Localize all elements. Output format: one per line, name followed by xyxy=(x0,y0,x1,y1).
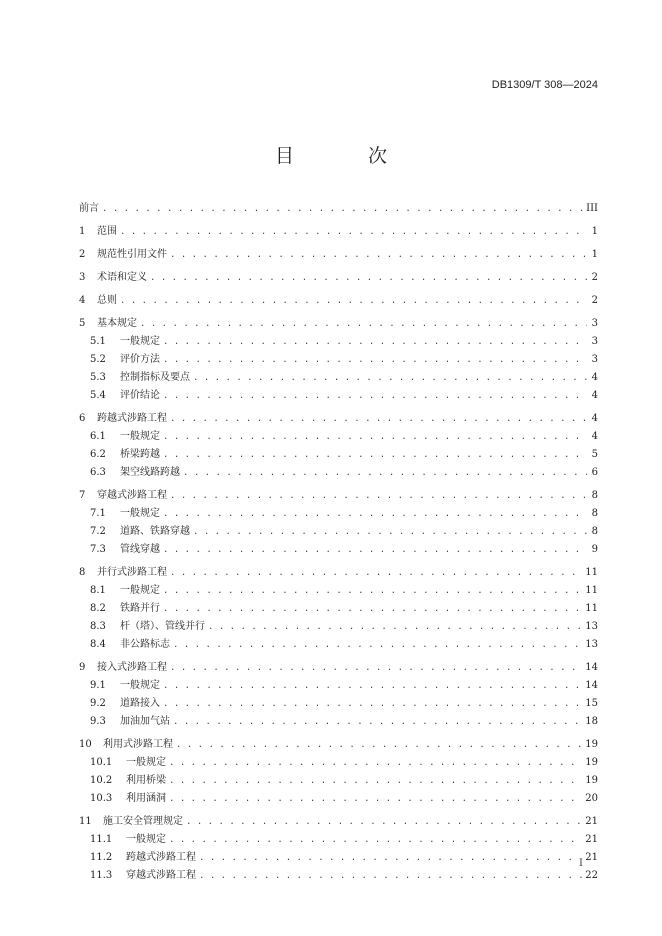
toc-entry-page: 15 xyxy=(585,698,598,709)
toc-entry[interactable] xyxy=(79,813,598,831)
toc-entry-page: 8 xyxy=(591,490,598,501)
toc-entry-page: 19 xyxy=(585,739,598,750)
toc-entry-number: 8 xyxy=(79,567,86,578)
toc-entry-number: 6.3 xyxy=(90,467,106,478)
toc-entry[interactable] xyxy=(79,292,598,310)
toc-subentry[interactable] xyxy=(79,464,598,482)
toc-entry-title: 一般规定 xyxy=(126,757,166,768)
toc-entry[interactable] xyxy=(79,269,598,287)
toc-dot-leader xyxy=(170,565,582,582)
toc-entry-page: 22 xyxy=(585,870,598,881)
toc-entry-title: 基本规定 xyxy=(97,318,137,329)
toc-entry[interactable] xyxy=(79,659,598,677)
toc-subentry[interactable] xyxy=(79,695,598,713)
toc-subentry[interactable] xyxy=(79,333,598,351)
toc-entry-number: 8.3 xyxy=(90,621,106,632)
toc-subentry[interactable] xyxy=(79,351,598,369)
toc-entry-number: 5.4 xyxy=(90,390,106,401)
toc-entry-number: 6.1 xyxy=(90,431,106,442)
toc-dot-leader xyxy=(163,678,582,695)
toc-entry-title: 穿越式涉路工程 xyxy=(97,490,167,501)
toc-entry-number: 10.1 xyxy=(90,757,113,768)
toc-entry-page: 4 xyxy=(591,431,598,442)
toc-entry-title: 杆（塔）、管线并行 xyxy=(120,621,205,632)
toc-entry-page: 18 xyxy=(585,716,598,727)
toc-entry-number: 10 xyxy=(79,739,92,750)
toc-entry-title: 一般规定 xyxy=(126,834,166,845)
toc-entry-page: 14 xyxy=(585,662,598,673)
toc-entry-page: 2 xyxy=(591,295,598,306)
toc-entry-number: 5.2 xyxy=(90,354,106,365)
toc-entry-page: 4 xyxy=(591,372,598,383)
toc-entry-number: 7.2 xyxy=(90,526,106,537)
toc-subentry[interactable] xyxy=(79,849,598,867)
toc-entry-title: 穿越式涉路工程 xyxy=(126,870,196,881)
toc-entry-page: III xyxy=(586,203,598,214)
toc-dot-leader xyxy=(120,293,587,310)
toc-entry-title: 道路接入 xyxy=(120,698,160,709)
toc-entry-number: 9.3 xyxy=(90,716,106,727)
toc-dot-leader xyxy=(199,868,582,885)
toc-subentry[interactable] xyxy=(79,636,598,654)
toc-dot-leader xyxy=(163,506,587,523)
toc-title: 目 次 xyxy=(274,145,422,167)
toc-subentry[interactable] xyxy=(79,541,598,559)
toc-entry-page: 11 xyxy=(585,567,598,578)
toc-dot-leader xyxy=(140,316,587,333)
toc-subentry[interactable] xyxy=(79,713,598,731)
toc-subentry[interactable] xyxy=(79,831,598,849)
toc-entry-title: 一般规定 xyxy=(120,431,160,442)
toc-entry-page: 3 xyxy=(591,318,598,329)
toc-entry-title: 一般规定 xyxy=(120,680,160,691)
toc-entry[interactable] xyxy=(79,246,598,264)
toc-entry-title: 前言 xyxy=(79,203,99,214)
toc-subentry[interactable] xyxy=(79,600,598,618)
toc-dot-leader xyxy=(163,429,587,446)
toc-entry[interactable] xyxy=(79,200,598,218)
toc-entry-page: 2 xyxy=(591,272,598,283)
toc-subentry[interactable] xyxy=(79,582,598,600)
toc-entry-title: 利用式涉路工程 xyxy=(103,739,173,750)
toc-entry-page: 19 xyxy=(585,757,598,768)
toc-entry-page: 8 xyxy=(591,526,598,537)
toc-entry-page: 21 xyxy=(585,834,598,845)
toc-entry[interactable] xyxy=(79,564,598,582)
toc-entry-title: 施工安全管理规定 xyxy=(103,816,183,827)
toc-entry-page: 4 xyxy=(591,413,598,424)
toc-dot-leader xyxy=(163,334,587,351)
toc-dot-leader xyxy=(199,850,582,867)
toc-entry-title: 一般规定 xyxy=(120,585,160,596)
toc-dot-leader xyxy=(193,370,587,387)
document-code: DB1309/T 308—2024 xyxy=(491,79,598,91)
toc-entry-page: 8 xyxy=(591,508,598,519)
page-number: I xyxy=(579,858,583,869)
toc-dot-leader xyxy=(169,791,582,808)
toc-entry[interactable] xyxy=(79,736,598,754)
toc-entry-title: 一般规定 xyxy=(120,336,160,347)
toc-dot-leader xyxy=(163,388,587,405)
toc-entry-page: 11 xyxy=(585,603,598,614)
toc-entry-title: 桥梁跨越 xyxy=(120,449,160,460)
toc-entry-page: 20 xyxy=(585,793,598,804)
toc-subentry[interactable] xyxy=(79,446,598,464)
toc-entry-title: 接入式涉路工程 xyxy=(97,662,167,673)
toc-entry-title: 非公路标志 xyxy=(120,639,170,650)
table-of-contents xyxy=(79,200,598,885)
toc-dot-leader xyxy=(102,201,583,218)
toc-entry-number: 5 xyxy=(79,318,86,329)
toc-entry-title: 跨越式涉路工程 xyxy=(126,852,196,863)
toc-dot-leader xyxy=(170,411,587,428)
toc-subentry[interactable] xyxy=(79,428,598,446)
toc-entry-title: 一般规定 xyxy=(120,508,160,519)
toc-dot-leader xyxy=(170,247,587,264)
toc-dot-leader xyxy=(150,270,587,287)
toc-entry-page: 13 xyxy=(585,639,598,650)
toc-dot-leader xyxy=(186,814,582,831)
toc-entry-number: 11.3 xyxy=(90,870,113,881)
toc-dot-leader xyxy=(169,755,582,772)
toc-subentry[interactable] xyxy=(79,790,598,808)
toc-entry-number: 8.1 xyxy=(90,585,106,596)
toc-entry-title: 规范性引用文件 xyxy=(97,249,167,260)
toc-entry-number: 9 xyxy=(79,662,86,673)
toc-dot-leader xyxy=(169,773,582,790)
toc-entry-title: 加油加气站 xyxy=(120,716,170,727)
toc-entry-number: 10.3 xyxy=(90,793,113,804)
toc-entry-number: 11.1 xyxy=(90,834,113,845)
toc-entry-title: 管线穿越 xyxy=(120,544,160,555)
toc-entry-number: 9.2 xyxy=(90,698,106,709)
toc-entry-number: 8.4 xyxy=(90,639,106,650)
toc-entry-page: 14 xyxy=(585,680,598,691)
toc-dot-leader xyxy=(208,619,582,636)
toc-dot-leader xyxy=(163,583,582,600)
toc-entry-number: 1 xyxy=(79,226,86,237)
toc-dot-leader xyxy=(163,696,582,713)
toc-dot-leader xyxy=(173,637,582,654)
toc-dot-leader xyxy=(163,447,587,464)
toc-entry-page: 3 xyxy=(591,354,598,365)
toc-entry-title: 架空线路跨越 xyxy=(120,467,180,478)
toc-entry-page: 21 xyxy=(585,816,598,827)
toc-dot-leader xyxy=(163,601,582,618)
toc-entry-title: 控制指标及要点 xyxy=(120,372,190,383)
toc-entry-title: 铁路并行 xyxy=(120,603,160,614)
toc-entry-title: 评价结论 xyxy=(120,390,160,401)
toc-entry-page: 3 xyxy=(591,336,598,347)
toc-dot-leader xyxy=(183,465,587,482)
toc-entry-number: 6 xyxy=(79,413,86,424)
toc-subentry[interactable] xyxy=(79,867,598,885)
toc-dot-leader xyxy=(169,832,582,849)
toc-entry-title: 并行式涉路工程 xyxy=(97,567,167,578)
toc-entry-number: 7.1 xyxy=(90,508,106,519)
toc-entry-page: 1 xyxy=(591,249,598,260)
toc-subentry[interactable] xyxy=(79,677,598,695)
toc-entry-number: 5.1 xyxy=(90,336,106,347)
toc-subentry[interactable] xyxy=(79,523,598,541)
toc-entry-title: 利用桥梁 xyxy=(126,775,166,786)
toc-entry-number: 11.2 xyxy=(90,852,113,863)
toc-entry-title: 术语和定义 xyxy=(97,272,147,283)
toc-subentry[interactable] xyxy=(79,387,598,405)
toc-entry-page: 9 xyxy=(591,544,598,555)
toc-entry-number: 2 xyxy=(79,249,86,260)
toc-entry[interactable] xyxy=(79,487,598,505)
toc-entry-title: 道路、铁路穿越 xyxy=(120,526,190,537)
toc-subentry[interactable] xyxy=(79,754,598,772)
toc-entry-page: 13 xyxy=(585,621,598,632)
toc-entry-title: 评价方法 xyxy=(120,354,160,365)
toc-dot-leader xyxy=(120,224,587,241)
toc-entry-page: 6 xyxy=(591,467,598,478)
toc-entry-number: 9.1 xyxy=(90,680,106,691)
toc-dot-leader xyxy=(193,524,587,541)
toc-dot-leader xyxy=(170,660,582,677)
toc-entry-number: 3 xyxy=(79,272,86,283)
toc-entry-page: 4 xyxy=(591,390,598,401)
toc-entry-title: 利用涵洞 xyxy=(126,793,166,804)
toc-entry-number: 6.2 xyxy=(90,449,106,460)
toc-dot-leader xyxy=(173,714,582,731)
toc-entry-page: 19 xyxy=(585,775,598,786)
toc-entry-page: 5 xyxy=(591,449,598,460)
toc-subentry[interactable] xyxy=(79,772,598,790)
toc-entry-number: 5.3 xyxy=(90,372,106,383)
toc-entry-number: 8.2 xyxy=(90,603,106,614)
toc-dot-leader xyxy=(176,737,582,754)
toc-entry-number: 11 xyxy=(79,816,92,827)
toc-entry[interactable] xyxy=(79,223,598,241)
toc-subentry[interactable] xyxy=(79,369,598,387)
toc-entry-title: 总则 xyxy=(97,295,117,306)
toc-entry-page: 11 xyxy=(585,585,598,596)
toc-entry-title: 范围 xyxy=(97,226,117,237)
toc-entry-title: 跨越式涉路工程 xyxy=(97,413,167,424)
toc-entry-number: 10.2 xyxy=(90,775,113,786)
toc-dot-leader xyxy=(163,352,587,369)
toc-entry-number: 7.3 xyxy=(90,544,106,555)
toc-dot-leader xyxy=(170,488,587,505)
toc-entry-page: 21 xyxy=(585,852,598,863)
toc-subentry[interactable] xyxy=(79,618,598,636)
toc-entry-page: 1 xyxy=(591,226,598,237)
toc-entry[interactable] xyxy=(79,315,598,333)
toc-entry-number: 7 xyxy=(79,490,86,501)
toc-entry[interactable] xyxy=(79,410,598,428)
toc-entry-number: 4 xyxy=(79,295,86,306)
toc-subentry[interactable] xyxy=(79,505,598,523)
toc-dot-leader xyxy=(163,542,587,559)
